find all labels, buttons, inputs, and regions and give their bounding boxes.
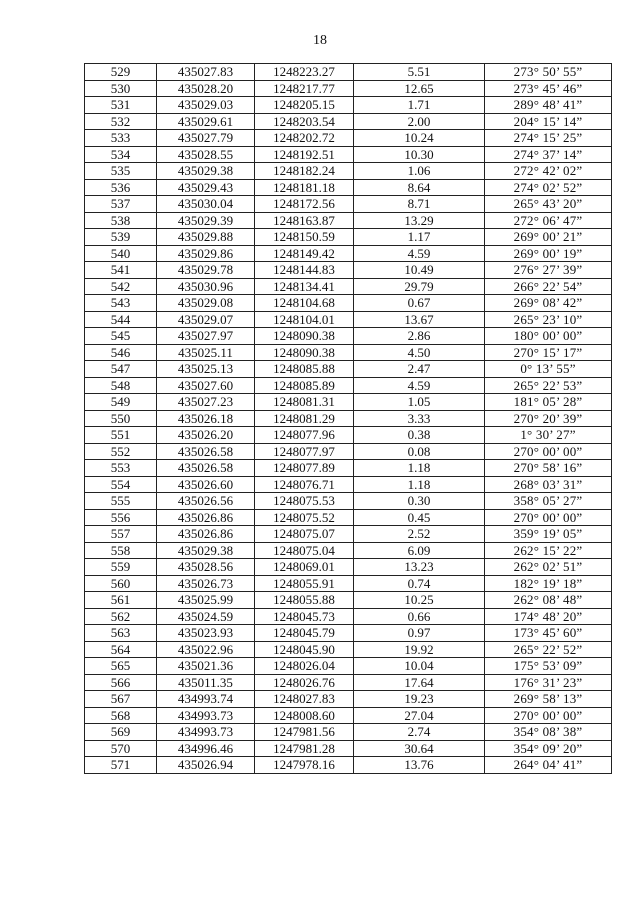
distance-cell: 1.06 xyxy=(354,163,485,180)
direction-angle-cell: 274° 15’ 25” xyxy=(485,130,612,147)
direction-angle-cell: 289° 48’ 41” xyxy=(485,97,612,114)
y-coordinate-cell: 1248069.01 xyxy=(255,559,354,576)
table-row xyxy=(85,229,612,246)
point-number-cell: 536 xyxy=(85,179,157,196)
x-coordinate-cell: 435029.07 xyxy=(157,311,255,328)
x-coordinate-cell: 435025.99 xyxy=(157,592,255,609)
table-row xyxy=(85,394,612,411)
y-coordinate-cell: 1248077.97 xyxy=(255,443,354,460)
y-coordinate-cell: 1248217.77 xyxy=(255,80,354,97)
table-row xyxy=(85,344,612,361)
distance-cell: 4.59 xyxy=(354,245,485,262)
point-number-cell: 539 xyxy=(85,229,157,246)
table-row xyxy=(85,691,612,708)
x-coordinate-cell: 434996.46 xyxy=(157,740,255,757)
y-coordinate-cell: 1248134.41 xyxy=(255,278,354,295)
direction-angle-cell: 270° 00’ 00” xyxy=(485,443,612,460)
distance-cell: 0.97 xyxy=(354,625,485,642)
y-coordinate-cell: 1248045.90 xyxy=(255,641,354,658)
x-coordinate-cell: 435026.94 xyxy=(157,757,255,774)
direction-angle-cell: 272° 42’ 02” xyxy=(485,163,612,180)
point-number-cell: 544 xyxy=(85,311,157,328)
distance-cell: 1.18 xyxy=(354,476,485,493)
y-coordinate-cell: 1248008.60 xyxy=(255,707,354,724)
x-coordinate-cell: 435026.73 xyxy=(157,575,255,592)
x-coordinate-cell: 435029.39 xyxy=(157,212,255,229)
y-coordinate-cell: 1248077.96 xyxy=(255,427,354,444)
table-row xyxy=(85,410,612,427)
y-coordinate-cell: 1248085.89 xyxy=(255,377,354,394)
x-coordinate-cell: 435028.56 xyxy=(157,559,255,576)
x-coordinate-cell: 435028.20 xyxy=(157,80,255,97)
distance-cell: 13.29 xyxy=(354,212,485,229)
y-coordinate-cell: 1248149.42 xyxy=(255,245,354,262)
direction-angle-cell: 264° 04’ 41” xyxy=(485,757,612,774)
direction-angle-cell: 262° 08’ 48” xyxy=(485,592,612,609)
point-number-cell: 553 xyxy=(85,460,157,477)
distance-cell: 4.59 xyxy=(354,377,485,394)
point-number-cell: 570 xyxy=(85,740,157,757)
y-coordinate-cell: 1248026.76 xyxy=(255,674,354,691)
y-coordinate-cell: 1248144.83 xyxy=(255,262,354,279)
point-number-cell: 547 xyxy=(85,361,157,378)
page-number: 18 xyxy=(313,33,327,48)
direction-angle-cell: 265° 22’ 52” xyxy=(485,641,612,658)
point-number-cell: 562 xyxy=(85,608,157,625)
point-number-cell: 542 xyxy=(85,278,157,295)
direction-angle-cell: 269° 08’ 42” xyxy=(485,295,612,312)
x-coordinate-cell: 435026.60 xyxy=(157,476,255,493)
y-coordinate-cell: 1248192.51 xyxy=(255,146,354,163)
direction-angle-cell: 265° 23’ 10” xyxy=(485,311,612,328)
point-number-cell: 556 xyxy=(85,509,157,526)
distance-cell: 2.47 xyxy=(354,361,485,378)
direction-angle-cell: 180° 00’ 00” xyxy=(485,328,612,345)
distance-cell: 3.33 xyxy=(354,410,485,427)
y-coordinate-cell: 1247981.28 xyxy=(255,740,354,757)
x-coordinate-cell: 435027.83 xyxy=(157,64,255,81)
table-row xyxy=(85,179,612,196)
point-number-cell: 571 xyxy=(85,757,157,774)
distance-cell: 12.65 xyxy=(354,80,485,97)
y-coordinate-cell: 1247978.16 xyxy=(255,757,354,774)
point-number-cell: 551 xyxy=(85,427,157,444)
table-row xyxy=(85,427,612,444)
distance-cell: 29.79 xyxy=(354,278,485,295)
direction-angle-cell: 176° 31’ 23” xyxy=(485,674,612,691)
point-number-cell: 540 xyxy=(85,245,157,262)
table-row xyxy=(85,262,612,279)
y-coordinate-cell: 1248076.71 xyxy=(255,476,354,493)
point-number-cell: 561 xyxy=(85,592,157,609)
distance-cell: 1.18 xyxy=(354,460,485,477)
table-row xyxy=(85,641,612,658)
y-coordinate-cell: 1248045.79 xyxy=(255,625,354,642)
direction-angle-cell: 276° 27’ 39” xyxy=(485,262,612,279)
x-coordinate-cell: 435025.11 xyxy=(157,344,255,361)
point-number-cell: 535 xyxy=(85,163,157,180)
direction-angle-cell: 173° 45’ 60” xyxy=(485,625,612,642)
direction-angle-cell: 181° 05’ 28” xyxy=(485,394,612,411)
x-coordinate-cell: 435029.43 xyxy=(157,179,255,196)
point-number-cell: 543 xyxy=(85,295,157,312)
coordinates-table xyxy=(84,63,612,774)
y-coordinate-cell: 1248075.07 xyxy=(255,526,354,543)
point-number-cell: 554 xyxy=(85,476,157,493)
direction-angle-cell: 270° 58’ 16” xyxy=(485,460,612,477)
y-coordinate-cell: 1248026.04 xyxy=(255,658,354,675)
y-coordinate-cell: 1247981.56 xyxy=(255,724,354,741)
direction-angle-cell: 273° 45’ 46” xyxy=(485,80,612,97)
distance-cell: 13.76 xyxy=(354,757,485,774)
table-row xyxy=(85,130,612,147)
direction-angle-cell: 269° 00’ 19” xyxy=(485,245,612,262)
y-coordinate-cell: 1248202.72 xyxy=(255,130,354,147)
point-number-cell: 568 xyxy=(85,707,157,724)
distance-cell: 10.24 xyxy=(354,130,485,147)
distance-cell: 17.64 xyxy=(354,674,485,691)
y-coordinate-cell: 1248075.04 xyxy=(255,542,354,559)
x-coordinate-cell: 435029.78 xyxy=(157,262,255,279)
y-coordinate-cell: 1248077.89 xyxy=(255,460,354,477)
y-coordinate-cell: 1248182.24 xyxy=(255,163,354,180)
table-row xyxy=(85,196,612,213)
point-number-cell: 550 xyxy=(85,410,157,427)
x-coordinate-cell: 434993.73 xyxy=(157,707,255,724)
x-coordinate-cell: 434993.74 xyxy=(157,691,255,708)
distance-cell: 0.08 xyxy=(354,443,485,460)
distance-cell: 1.17 xyxy=(354,229,485,246)
table-row xyxy=(85,460,612,477)
point-number-cell: 569 xyxy=(85,724,157,741)
y-coordinate-cell: 1248203.54 xyxy=(255,113,354,130)
x-coordinate-cell: 435026.86 xyxy=(157,509,255,526)
y-coordinate-cell: 1248104.68 xyxy=(255,295,354,312)
distance-cell: 0.38 xyxy=(354,427,485,444)
table-row xyxy=(85,592,612,609)
table-row xyxy=(85,493,612,510)
table-row xyxy=(85,526,612,543)
distance-cell: 6.09 xyxy=(354,542,485,559)
y-coordinate-cell: 1248163.87 xyxy=(255,212,354,229)
direction-angle-cell: 270° 00’ 00” xyxy=(485,509,612,526)
table-row xyxy=(85,361,612,378)
table-row xyxy=(85,658,612,675)
x-coordinate-cell: 435029.86 xyxy=(157,245,255,262)
direction-angle-cell: 175° 53’ 09” xyxy=(485,658,612,675)
y-coordinate-cell: 1248055.91 xyxy=(255,575,354,592)
distance-cell: 4.50 xyxy=(354,344,485,361)
point-number-cell: 530 xyxy=(85,80,157,97)
x-coordinate-cell: 435023.93 xyxy=(157,625,255,642)
x-coordinate-cell: 435030.96 xyxy=(157,278,255,295)
point-number-cell: 538 xyxy=(85,212,157,229)
y-coordinate-cell: 1248150.59 xyxy=(255,229,354,246)
distance-cell: 19.23 xyxy=(354,691,485,708)
point-number-cell: 563 xyxy=(85,625,157,642)
table-row xyxy=(85,707,612,724)
table-row xyxy=(85,674,612,691)
x-coordinate-cell: 435030.04 xyxy=(157,196,255,213)
distance-cell: 10.49 xyxy=(354,262,485,279)
x-coordinate-cell: 435027.23 xyxy=(157,394,255,411)
direction-angle-cell: 1° 30’ 27” xyxy=(485,427,612,444)
point-number-cell: 529 xyxy=(85,64,157,81)
point-number-cell: 541 xyxy=(85,262,157,279)
table-row xyxy=(85,608,612,625)
y-coordinate-cell: 1248045.73 xyxy=(255,608,354,625)
distance-cell: 13.23 xyxy=(354,559,485,576)
distance-cell: 2.52 xyxy=(354,526,485,543)
point-number-cell: 533 xyxy=(85,130,157,147)
point-number-cell: 532 xyxy=(85,113,157,130)
x-coordinate-cell: 435029.08 xyxy=(157,295,255,312)
table-row xyxy=(85,295,612,312)
direction-angle-cell: 262° 15’ 22” xyxy=(485,542,612,559)
x-coordinate-cell: 435026.58 xyxy=(157,443,255,460)
x-coordinate-cell: 435029.03 xyxy=(157,97,255,114)
distance-cell: 2.00 xyxy=(354,113,485,130)
distance-cell: 27.04 xyxy=(354,707,485,724)
point-number-cell: 560 xyxy=(85,575,157,592)
x-coordinate-cell: 435021.36 xyxy=(157,658,255,675)
direction-angle-cell: 268° 03’ 31” xyxy=(485,476,612,493)
y-coordinate-cell: 1248205.15 xyxy=(255,97,354,114)
direction-angle-cell: 182° 19’ 18” xyxy=(485,575,612,592)
y-coordinate-cell: 1248090.38 xyxy=(255,328,354,345)
direction-angle-cell: 354° 09’ 20” xyxy=(485,740,612,757)
y-coordinate-cell: 1248085.88 xyxy=(255,361,354,378)
distance-cell: 1.71 xyxy=(354,97,485,114)
distance-cell: 2.74 xyxy=(354,724,485,741)
y-coordinate-cell: 1248081.29 xyxy=(255,410,354,427)
table-row xyxy=(85,80,612,97)
distance-cell: 0.67 xyxy=(354,295,485,312)
direction-angle-cell: 270° 00’ 00” xyxy=(485,707,612,724)
y-coordinate-cell: 1248081.31 xyxy=(255,394,354,411)
direction-angle-cell: 270° 20’ 39” xyxy=(485,410,612,427)
table-row xyxy=(85,542,612,559)
y-coordinate-cell: 1248181.18 xyxy=(255,179,354,196)
direction-angle-cell: 266° 22’ 54” xyxy=(485,278,612,295)
distance-cell: 0.45 xyxy=(354,509,485,526)
table-row xyxy=(85,97,612,114)
distance-cell: 19.92 xyxy=(354,641,485,658)
table-row xyxy=(85,740,612,757)
y-coordinate-cell: 1248104.01 xyxy=(255,311,354,328)
point-number-cell: 557 xyxy=(85,526,157,543)
table-row xyxy=(85,575,612,592)
distance-cell: 13.67 xyxy=(354,311,485,328)
table-row xyxy=(85,278,612,295)
direction-angle-cell: 359° 19’ 05” xyxy=(485,526,612,543)
direction-angle-cell: 262° 02’ 51” xyxy=(485,559,612,576)
point-number-cell: 558 xyxy=(85,542,157,559)
table-row xyxy=(85,64,612,81)
direction-angle-cell: 358° 05’ 27” xyxy=(485,493,612,510)
direction-angle-cell: 354° 08’ 38” xyxy=(485,724,612,741)
distance-cell: 10.25 xyxy=(354,592,485,609)
point-number-cell: 549 xyxy=(85,394,157,411)
distance-cell: 0.66 xyxy=(354,608,485,625)
y-coordinate-cell: 1248027.83 xyxy=(255,691,354,708)
table-row xyxy=(85,724,612,741)
point-number-cell: 559 xyxy=(85,559,157,576)
direction-angle-cell: 270° 15’ 17” xyxy=(485,344,612,361)
distance-cell: 8.64 xyxy=(354,179,485,196)
table-row xyxy=(85,113,612,130)
x-coordinate-cell: 435027.60 xyxy=(157,377,255,394)
x-coordinate-cell: 435026.18 xyxy=(157,410,255,427)
y-coordinate-cell: 1248090.38 xyxy=(255,344,354,361)
distance-cell: 0.30 xyxy=(354,493,485,510)
x-coordinate-cell: 435027.97 xyxy=(157,328,255,345)
table-row xyxy=(85,443,612,460)
point-number-cell: 565 xyxy=(85,658,157,675)
distance-cell: 10.04 xyxy=(354,658,485,675)
point-number-cell: 567 xyxy=(85,691,157,708)
direction-angle-cell: 265° 43’ 20” xyxy=(485,196,612,213)
table-row xyxy=(85,509,612,526)
y-coordinate-cell: 1248055.88 xyxy=(255,592,354,609)
distance-cell: 0.74 xyxy=(354,575,485,592)
x-coordinate-cell: 435029.61 xyxy=(157,113,255,130)
x-coordinate-cell: 435022.96 xyxy=(157,641,255,658)
x-coordinate-cell: 435029.38 xyxy=(157,542,255,559)
point-number-cell: 537 xyxy=(85,196,157,213)
direction-angle-cell: 0° 13’ 55” xyxy=(485,361,612,378)
direction-angle-cell: 272° 06’ 47” xyxy=(485,212,612,229)
y-coordinate-cell: 1248075.52 xyxy=(255,509,354,526)
direction-angle-cell: 273° 50’ 55” xyxy=(485,64,612,81)
point-number-cell: 552 xyxy=(85,443,157,460)
x-coordinate-cell: 435029.38 xyxy=(157,163,255,180)
direction-angle-cell: 274° 02’ 52” xyxy=(485,179,612,196)
x-coordinate-cell: 435026.58 xyxy=(157,460,255,477)
x-coordinate-cell: 435028.55 xyxy=(157,146,255,163)
point-number-cell: 566 xyxy=(85,674,157,691)
direction-angle-cell: 204° 15’ 14” xyxy=(485,113,612,130)
distance-cell: 8.71 xyxy=(354,196,485,213)
x-coordinate-cell: 435029.88 xyxy=(157,229,255,246)
direction-angle-cell: 269° 00’ 21” xyxy=(485,229,612,246)
y-coordinate-cell: 1248223.27 xyxy=(255,64,354,81)
direction-angle-cell: 269° 58’ 13” xyxy=(485,691,612,708)
x-coordinate-cell: 435027.79 xyxy=(157,130,255,147)
point-number-cell: 546 xyxy=(85,344,157,361)
direction-angle-cell: 274° 37’ 14” xyxy=(485,146,612,163)
table-row xyxy=(85,328,612,345)
y-coordinate-cell: 1248075.53 xyxy=(255,493,354,510)
distance-cell: 30.64 xyxy=(354,740,485,757)
direction-angle-cell: 174° 48’ 20” xyxy=(485,608,612,625)
table-row xyxy=(85,757,612,774)
point-number-cell: 531 xyxy=(85,97,157,114)
direction-angle-cell: 265° 22’ 53” xyxy=(485,377,612,394)
x-coordinate-cell: 435026.20 xyxy=(157,427,255,444)
point-number-cell: 534 xyxy=(85,146,157,163)
table-row xyxy=(85,559,612,576)
table-body xyxy=(85,64,612,774)
table-row xyxy=(85,163,612,180)
table-row xyxy=(85,625,612,642)
x-coordinate-cell: 435011.35 xyxy=(157,674,255,691)
point-number-cell: 555 xyxy=(85,493,157,510)
x-coordinate-cell: 435024.59 xyxy=(157,608,255,625)
distance-cell: 10.30 xyxy=(354,146,485,163)
point-number-cell: 545 xyxy=(85,328,157,345)
table-row xyxy=(85,311,612,328)
table-row xyxy=(85,377,612,394)
table-row xyxy=(85,146,612,163)
x-coordinate-cell: 435026.86 xyxy=(157,526,255,543)
table-row xyxy=(85,476,612,493)
point-number-cell: 548 xyxy=(85,377,157,394)
x-coordinate-cell: 434993.73 xyxy=(157,724,255,741)
table-row xyxy=(85,245,612,262)
table-row xyxy=(85,212,612,229)
distance-cell: 5.51 xyxy=(354,64,485,81)
x-coordinate-cell: 435025.13 xyxy=(157,361,255,378)
y-coordinate-cell: 1248172.56 xyxy=(255,196,354,213)
point-number-cell: 564 xyxy=(85,641,157,658)
distance-cell: 2.86 xyxy=(354,328,485,345)
x-coordinate-cell: 435026.56 xyxy=(157,493,255,510)
distance-cell: 1.05 xyxy=(354,394,485,411)
